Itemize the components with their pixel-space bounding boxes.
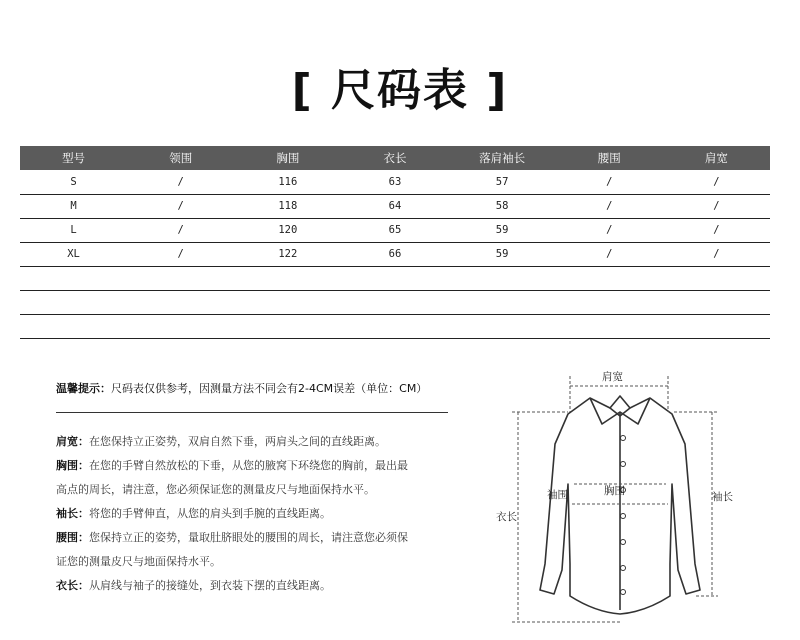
header-chest: 胸围 — [234, 146, 341, 170]
cell-model: S — [20, 170, 127, 194]
diagram-label-sleeve: 袖长 — [712, 491, 733, 503]
table-row — [20, 170, 770, 194]
definition-term: 衣长： — [56, 579, 89, 592]
diagram-label-waist: 袖围 — [547, 489, 568, 501]
cell-shoulder: / — [663, 242, 770, 266]
cell-waist: / — [556, 194, 663, 218]
table-row-empty — [20, 314, 770, 338]
cell-model: XL — [20, 242, 127, 266]
divider — [56, 412, 448, 413]
table-header-row — [20, 146, 770, 170]
definition-sleeve — [56, 502, 456, 526]
cell-shoulder: / — [663, 194, 770, 218]
cell-waist: / — [556, 242, 663, 266]
warm-tip-text: 尺码表仅供参考，因测量方法不同会有2-4CM误差（单位：CM） — [111, 382, 428, 395]
shirt-measurement-diagram — [490, 364, 750, 634]
table-row — [20, 242, 770, 266]
cell-model: M — [20, 194, 127, 218]
cell-collar: / — [127, 242, 234, 266]
header-waist: 腰围 — [556, 146, 663, 170]
warm-tip — [56, 380, 427, 396]
definition-chest — [56, 454, 456, 502]
definition-text-cont: 证您的测量皮尺与地面保持水平。 — [56, 555, 221, 568]
definition-text: 从肩线与袖子的接缝处，到衣装下摆的直线距离。 — [89, 579, 331, 592]
definition-text: 在您保持立正姿势，双肩自然下垂，两肩头之间的直线距离。 — [89, 435, 386, 448]
header-model: 型号 — [20, 146, 127, 170]
cell-sleeve: 57 — [449, 170, 556, 194]
definition-shoulder — [56, 430, 456, 454]
header-length: 衣长 — [341, 146, 448, 170]
cell-shoulder: / — [663, 170, 770, 194]
diagram-label-chest: 胸围 — [604, 485, 625, 497]
cell-length: 65 — [341, 218, 448, 242]
definition-text: 在您的手臂自然放松的下垂，从您的腋窝下环绕您的胸前，最出最 — [89, 459, 408, 472]
cell-sleeve: 59 — [449, 242, 556, 266]
cell-chest: 116 — [234, 170, 341, 194]
table-row — [20, 194, 770, 218]
header-shoulder: 肩宽 — [663, 146, 770, 170]
definition-term: 胸围： — [56, 459, 89, 472]
cell-shoulder: / — [663, 218, 770, 242]
definition-term: 肩宽： — [56, 435, 89, 448]
shirt-icon — [540, 396, 700, 614]
definition-waist — [56, 526, 456, 574]
cell-collar: / — [127, 218, 234, 242]
cell-chest: 120 — [234, 218, 341, 242]
cell-chest: 118 — [234, 194, 341, 218]
header-collar: 领围 — [127, 146, 234, 170]
definition-text-cont: 高点的周长，请注意，您必须保证您的测量皮尺与地面保持水平。 — [56, 483, 375, 496]
definition-text: 您保持立正的姿势，量取肚脐眼处的腰围的周长，请注意您必须保 — [89, 531, 408, 544]
cell-length: 66 — [341, 242, 448, 266]
page-title: [ 尺码表 ] — [291, 65, 509, 116]
cell-collar: / — [127, 194, 234, 218]
cell-sleeve: 59 — [449, 218, 556, 242]
table-row-empty — [20, 290, 770, 314]
definition-text: 将您的手臂伸直，从您的肩头到手腕的直线距离。 — [89, 507, 331, 520]
diagram-label-length: 衣长 — [496, 511, 517, 523]
shirt-buttons — [621, 436, 626, 595]
diagram-label-shoulder: 肩宽 — [602, 371, 623, 383]
cell-model: L — [20, 218, 127, 242]
table-row-empty — [20, 266, 770, 290]
definition-length — [56, 574, 456, 598]
cell-length: 63 — [341, 170, 448, 194]
table-row — [20, 218, 770, 242]
definition-term: 袖长： — [56, 507, 89, 520]
cell-chest: 122 — [234, 242, 341, 266]
cell-collar: / — [127, 170, 234, 194]
cell-sleeve: 58 — [449, 194, 556, 218]
cell-waist: / — [556, 170, 663, 194]
definition-term: 腰围： — [56, 531, 89, 544]
size-chart-table — [20, 146, 770, 339]
cell-length: 64 — [341, 194, 448, 218]
cell-waist: / — [556, 218, 663, 242]
warm-tip-label: 温馨提示： — [56, 382, 111, 395]
header-sleeve: 落肩袖长 — [449, 146, 556, 170]
